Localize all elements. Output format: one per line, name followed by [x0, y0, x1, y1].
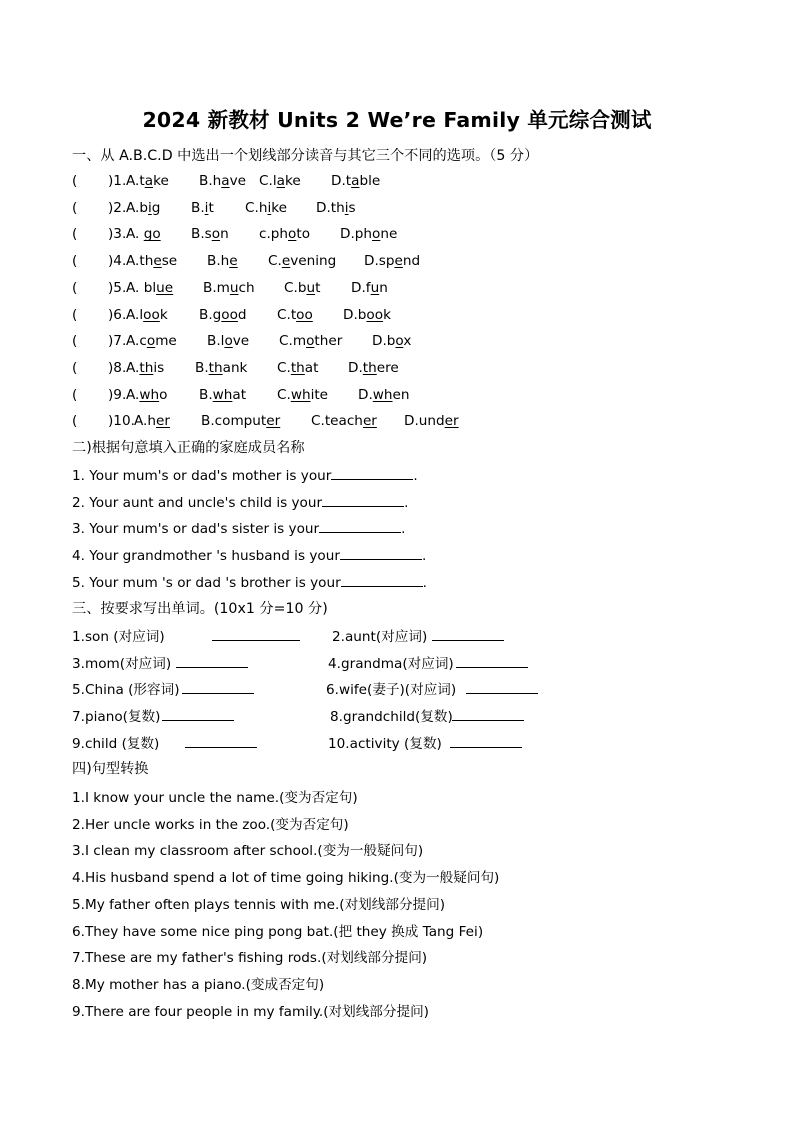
underlined-letters: th: [362, 359, 377, 376]
option-text: k: [383, 306, 391, 323]
question-number: )7.: [108, 333, 127, 350]
option-text: B.g: [199, 306, 222, 323]
underlined-letters: e: [394, 253, 403, 270]
option-text: C.b: [284, 279, 307, 296]
answer-paren[interactable]: (: [72, 359, 78, 376]
fill-blank-row: [72, 466, 418, 484]
option-text: ble: [359, 173, 381, 189]
option: [207, 253, 238, 269]
option-text: D.b: [372, 333, 396, 350]
option-text: D.: [348, 359, 363, 376]
option-text: B.m: [203, 279, 230, 296]
section-3-heading: 三、按要求写出单词。(10x1 分=10 分): [72, 601, 328, 617]
option-text: x: [403, 333, 412, 350]
option: [372, 333, 411, 349]
underlined-letters: oo: [296, 306, 313, 323]
option-text: is: [153, 359, 165, 376]
option-text: ne: [380, 226, 398, 243]
option-text: A.c: [126, 333, 147, 350]
question-row: [0, 226, 794, 246]
option-text: d: [237, 306, 247, 323]
question-row: [0, 280, 794, 300]
question-number: )2.: [108, 199, 127, 216]
answer-paren[interactable]: (: [72, 413, 78, 430]
option-text: t: [315, 279, 321, 296]
underlined-letters: i: [148, 199, 152, 216]
option: [126, 173, 169, 189]
option: [126, 200, 160, 216]
option-text: g: [151, 199, 161, 216]
word-question-right: 10.activity (复数): [328, 735, 442, 752]
option: [126, 226, 161, 242]
option-text: to: [296, 226, 311, 243]
underlined-letters: u: [229, 279, 239, 296]
option-text: n: [220, 226, 229, 243]
underlined-letters: th: [208, 359, 223, 376]
underlined-letters: go: [143, 226, 161, 243]
question-row: [0, 173, 794, 193]
option: [279, 333, 342, 349]
underlined-letters: o: [288, 226, 297, 243]
question-number: )1.: [108, 173, 127, 189]
answer-blank[interactable]: [466, 680, 538, 694]
answer-blank[interactable]: [331, 466, 413, 480]
underlined-letters: wh: [212, 386, 233, 403]
option-text: C.l: [259, 173, 277, 189]
sentence-item: 3.I clean my classroom after school.(变为一般疑问句): [72, 843, 424, 860]
answer-blank[interactable]: [322, 493, 404, 507]
option-text: C.m: [279, 333, 307, 350]
option-text: C.h: [245, 199, 268, 216]
underlined-letters: oo: [143, 306, 160, 323]
option-text: B.: [191, 199, 205, 216]
answer-blank[interactable]: [319, 519, 401, 533]
sentence-item: 6.They have some nice ping pong bat.(把 they 换成 Tang Fei): [72, 923, 484, 940]
option: [348, 360, 399, 376]
option-text: D.t: [331, 173, 352, 189]
option-text: C.: [277, 386, 291, 403]
option-text: ank: [222, 359, 248, 376]
option-text: B.h: [199, 173, 222, 189]
underlined-letters: o: [211, 226, 221, 243]
option-text: A. bl: [126, 279, 157, 296]
question-text: 2. Your aunt and uncle's child is your: [72, 494, 323, 511]
question-number: )8.: [108, 359, 127, 376]
option: [126, 360, 164, 376]
option-text: A.t: [126, 173, 145, 189]
question-row: [0, 387, 794, 407]
answer-blank[interactable]: [456, 654, 528, 668]
word-question-right: 6.wife(妻子)(对应词): [326, 682, 457, 699]
answer-blank[interactable]: [212, 627, 300, 641]
underlined-letters: th: [290, 359, 305, 376]
option: [331, 173, 380, 189]
answer-paren[interactable]: (: [72, 279, 78, 296]
option-text: B.s: [191, 226, 212, 243]
option-text: ere: [376, 359, 399, 376]
option: [199, 387, 246, 403]
question-text: 4. Your grandmother 's husband is your: [72, 548, 340, 565]
word-question-left: 5.China (形容词): [72, 682, 180, 699]
sentence-item: 9.There are four people in my family.(对划线部分提问): [72, 1003, 429, 1020]
section-4-heading: 四)句型转换: [72, 761, 149, 777]
underlined-letters: a: [221, 173, 230, 189]
word-question-right: 4.grandma(对应词): [328, 655, 454, 672]
word-question-left: 1.son (对应词): [72, 629, 165, 645]
answer-paren[interactable]: (: [72, 226, 78, 243]
question-number: )4.: [108, 253, 127, 270]
option-text: se: [161, 253, 178, 270]
period: .: [404, 494, 409, 511]
option-text: ke: [153, 173, 169, 189]
option: [343, 307, 391, 323]
underlined-letters: i: [204, 199, 209, 216]
answer-blank[interactable]: [452, 707, 524, 721]
answer-paren[interactable]: (: [72, 333, 78, 350]
option-text: D.und: [404, 413, 445, 430]
option-text: ke: [284, 173, 301, 189]
option-text: at: [304, 359, 319, 376]
answer-paren[interactable]: (: [72, 199, 78, 216]
option-text: D.: [358, 386, 373, 403]
option-text: en: [392, 386, 410, 403]
option: [203, 280, 255, 296]
option: [207, 333, 249, 349]
answer-blank[interactable]: [432, 627, 504, 641]
option: [340, 226, 397, 242]
underlined-letters: u: [370, 279, 380, 296]
question-row: [0, 253, 794, 273]
option-text: A.: [126, 386, 140, 403]
option-text: at: [232, 386, 247, 403]
answer-blank[interactable]: [182, 680, 254, 694]
option-text: nd: [402, 253, 421, 270]
option: [277, 307, 313, 323]
underlined-letters: o: [146, 333, 156, 350]
option-text: ch: [238, 279, 255, 296]
page-title: 2024 新教材 Units 2 We’re Family 单元综合测试: [142, 108, 652, 132]
fill-blank-row: [72, 519, 405, 537]
option-text: t: [208, 199, 214, 216]
option: [268, 253, 336, 269]
answer-blank[interactable]: [185, 734, 257, 748]
option-text: C.: [277, 359, 291, 376]
option-text: D.f: [351, 279, 371, 296]
section-1-heading: 一、从 A.B.C.D 中选出一个划线部分读音与其它三个不同的选项。（5 分）: [72, 148, 539, 164]
section-2-heading: 二)根据句意填入正确的家庭成员名称: [72, 440, 305, 456]
answer-blank[interactable]: [450, 734, 522, 748]
option: [351, 280, 388, 296]
option: [358, 387, 410, 403]
question-number: )10.: [108, 413, 135, 430]
answer-paren[interactable]: (: [72, 173, 78, 189]
option: [134, 413, 170, 429]
option-text: o: [159, 386, 168, 403]
underlined-letters: e: [229, 253, 238, 270]
option-text: B.comput: [201, 413, 267, 430]
option-text: B.h: [207, 253, 230, 270]
sentence-item: 4.His husband spend a lot of time going hiking.(变为一般疑问句): [72, 870, 500, 887]
option-text: k: [159, 306, 168, 323]
option-text: C.t: [277, 306, 297, 323]
option: [311, 413, 377, 429]
underlined-letters: er: [444, 413, 459, 430]
option-text: A.: [126, 226, 144, 243]
question-row: [0, 307, 794, 327]
underlined-letters: a: [276, 173, 285, 189]
option-text: D.th: [316, 199, 345, 216]
answer-blank[interactable]: [340, 546, 422, 560]
question-number: )6.: [108, 306, 127, 323]
word-question-right: 2.aunt(对应词): [332, 629, 428, 645]
sentence-item: 7.These are my father's fishing rods.(对划线部分提问): [72, 950, 428, 967]
option: [126, 280, 173, 296]
underlined-letters: a: [144, 173, 154, 189]
option: [277, 387, 328, 403]
underlined-letters: a: [351, 173, 360, 189]
option-text: A.b: [126, 199, 149, 216]
question-row: [0, 413, 794, 433]
question-number: )5.: [108, 279, 127, 296]
answer-paren[interactable]: (: [72, 306, 78, 323]
fill-blank-row: [72, 493, 408, 511]
option: [245, 200, 287, 216]
option: [316, 200, 356, 216]
sentence-item: 2.Her uncle works in the zoo.(变为否定句): [72, 816, 349, 833]
option: [126, 307, 168, 323]
underlined-letters: er: [156, 413, 170, 430]
option-text: A.th: [126, 253, 154, 270]
underlined-letters: e: [153, 253, 162, 270]
period: .: [401, 521, 406, 538]
option-text: D.b: [343, 306, 367, 323]
option-text: D.sp: [364, 253, 395, 270]
question-number: )9.: [108, 386, 127, 403]
question-text: 1. Your mum's or dad's mother is your: [72, 468, 332, 484]
option-text: D.ph: [340, 226, 373, 243]
option: [191, 226, 229, 242]
option: [259, 226, 310, 242]
option-text: B.: [199, 386, 213, 403]
option-text: ve: [232, 333, 250, 350]
option-text: ite: [310, 386, 329, 403]
underlined-letters: o: [372, 226, 381, 243]
underlined-letters: i: [344, 199, 349, 216]
answer-blank[interactable]: [341, 573, 423, 587]
option-text: ther: [314, 333, 343, 350]
option-text: ve: [229, 173, 247, 189]
underlined-letters: ue: [156, 279, 174, 296]
underlined-letters: th: [139, 359, 154, 376]
answer-blank[interactable]: [176, 654, 248, 668]
option: [126, 253, 177, 269]
option-text: n: [379, 279, 388, 296]
question-row: [0, 200, 794, 220]
option-text: C.teach: [311, 413, 363, 430]
question-text: 5. Your mum 's or dad 's brother is your: [72, 574, 341, 591]
sentence-item: 1.I know your uncle the name.(变为否定句): [72, 790, 358, 806]
underlined-letters: wh: [139, 386, 160, 403]
option: [364, 253, 420, 269]
underlined-letters: i: [267, 199, 272, 216]
underlined-letters: o: [224, 333, 233, 350]
option: [195, 360, 247, 376]
option-text: B.l: [207, 333, 225, 350]
option-text: s: [348, 199, 356, 216]
underlined-letters: er: [266, 413, 281, 430]
option-text: A.: [126, 359, 140, 376]
sentence-item: 5.My father often plays tennis with me.(对划线部分提问): [72, 896, 446, 913]
word-question-left: 3.mom(对应词): [72, 655, 172, 672]
period: .: [413, 468, 418, 484]
answer-paren[interactable]: (: [72, 253, 78, 270]
fill-blank-row: [72, 573, 427, 591]
underlined-letters: wh: [372, 386, 393, 403]
option: [201, 413, 280, 429]
question-row: [0, 333, 794, 353]
word-question-right: 8.grandchild(复数): [330, 709, 453, 726]
question-text: 3. Your mum's or dad's sister is your: [72, 521, 320, 538]
option: [199, 173, 246, 189]
underlined-letters: o: [306, 333, 315, 350]
underlined-letters: oo: [221, 306, 238, 323]
underlined-letters: oo: [366, 306, 384, 323]
option: [404, 413, 459, 429]
answer-blank[interactable]: [162, 707, 234, 721]
period: .: [421, 548, 427, 565]
underlined-letters: e: [281, 253, 291, 270]
option: [259, 173, 301, 189]
option: [126, 333, 177, 349]
option-text: B.: [195, 359, 209, 376]
option-text: ke: [271, 199, 287, 216]
sentence-item: 8.My mother has a piano.(变成否定句): [72, 976, 325, 993]
option-text: me: [155, 333, 177, 350]
option: [277, 360, 318, 376]
underlined-letters: er: [362, 413, 377, 430]
option: [126, 387, 167, 403]
question-row: [0, 360, 794, 380]
option-text: vening: [290, 253, 337, 270]
answer-paren[interactable]: (: [72, 386, 78, 403]
word-question-left: 7.piano(复数): [72, 709, 161, 726]
option-text: A.l: [126, 306, 144, 323]
option-text: c.ph: [259, 226, 289, 243]
word-question-left: 9.child (复数): [72, 735, 160, 752]
option-text: C.: [268, 253, 282, 270]
option: [191, 200, 214, 216]
underlined-letters: o: [395, 333, 404, 350]
period: .: [422, 574, 427, 591]
option-text: A.h: [134, 413, 156, 430]
option: [284, 280, 320, 296]
fill-blank-row: [72, 546, 426, 564]
underlined-letters: u: [306, 279, 316, 296]
option: [199, 307, 247, 323]
underlined-letters: wh: [290, 386, 311, 403]
question-number: )3.: [108, 226, 127, 243]
